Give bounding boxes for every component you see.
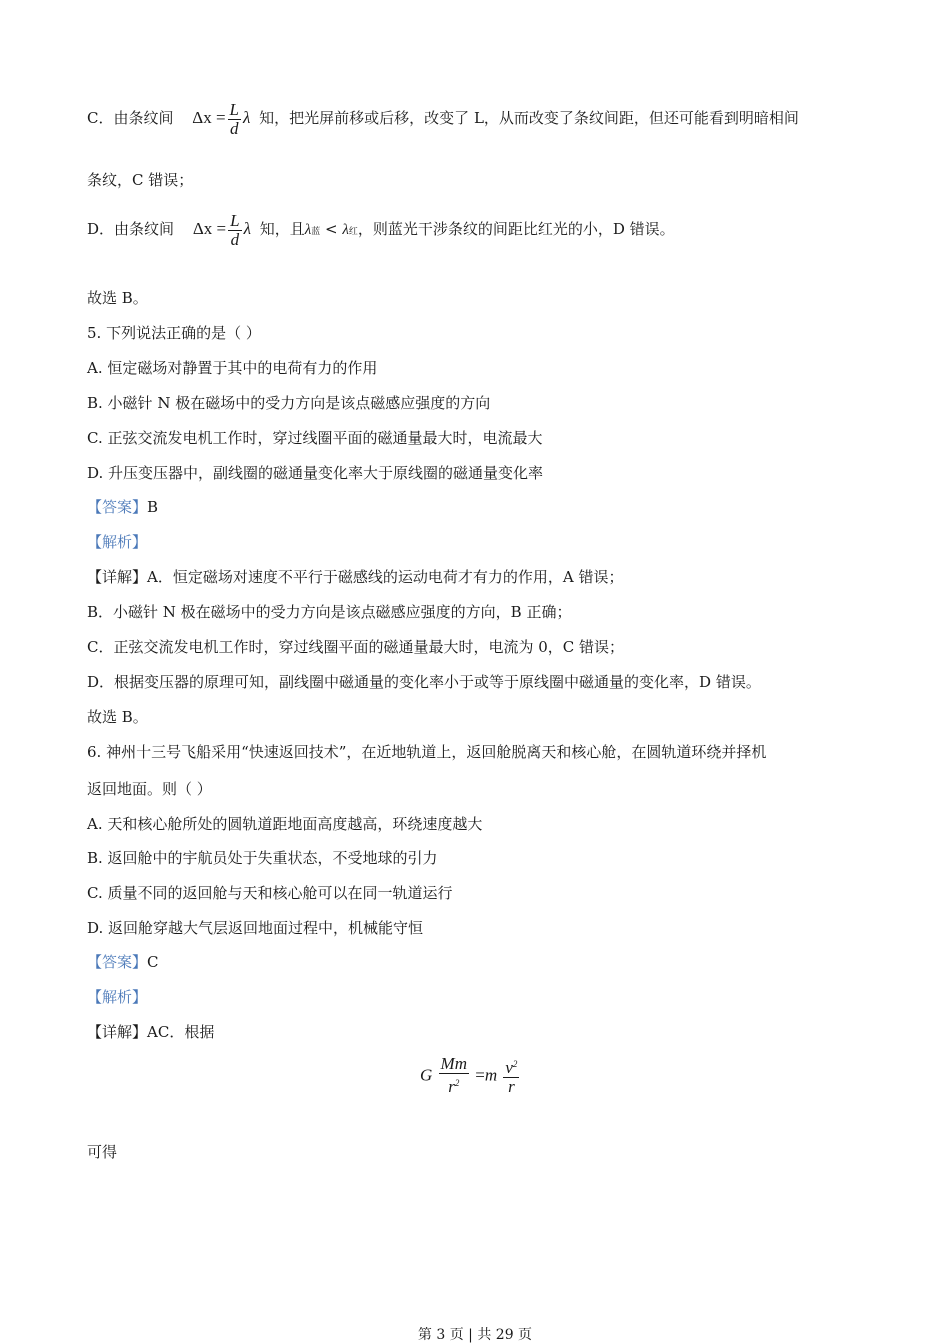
q5-detail-a [87, 567, 623, 587]
c-lambda: λ [243, 108, 251, 128]
eq-frac-2-num [503, 1055, 519, 1078]
eq-frac-2-num-v: v [505, 1058, 513, 1077]
d-lambda-blue: λ [304, 222, 312, 238]
q5-detail-a-text: A．恒定磁场对速度不平行于磁感线的运动电荷才有力的作用，A 错误； [147, 568, 624, 586]
q5-option-c: C. 正弦交流发电机工作时，穿过线圈平面的磁通量最大时，电流最大 [87, 429, 543, 447]
q6-answer [87, 952, 159, 972]
eq-frac-1-den-sup: 2 [454, 1078, 460, 1088]
gravity-equation [420, 1055, 521, 1096]
eq-frac-2-den: r [508, 1077, 515, 1096]
q5-choice: 故选 B。 [87, 708, 148, 726]
c-formula-lhs: Δx = [192, 108, 226, 128]
q6-option-a: A. 天和核心舱所处的圆轨道距地面高度越高，环绕速度越大 [87, 815, 483, 833]
d-formula-lhs: Δx = [192, 219, 227, 239]
page-footer: 第 3 页 | 共 29 页 [417, 1327, 533, 1343]
q6-option-c: C. 质量不同的返回舱与天和核心舱可以在同一轨道运行 [87, 884, 453, 902]
q6-option-d: D. 返回舱穿越大气层返回地面过程中，机械能守恒 [87, 919, 424, 937]
q5-detail-tag: 【详解】 [87, 568, 148, 586]
c-frac-num: L [229, 99, 240, 119]
c-suffix: 知，把光屏前移或后移，改变了 L，从而改变了条纹间距，但还可能看到明暗相间 [259, 109, 799, 127]
q5-option-b: B. 小磁针 N 极在磁场中的受力方向是该点磁感应强度的方向 [87, 394, 491, 412]
q5-answer [87, 497, 158, 517]
d-formula [193, 211, 251, 249]
d-sub-red: 红 [348, 227, 358, 237]
eq-equals: = [475, 1065, 485, 1085]
c-frac-den: d [230, 118, 239, 138]
d-lambda: λ [243, 219, 251, 239]
q6-detail-tag: 【详解】 [87, 1023, 148, 1041]
choice-line-1: 故选 B。 [87, 289, 148, 307]
q5-option-a: A. 恒定磁场对静置于其中的电荷有力的作用 [87, 359, 378, 377]
q5-option-d: D. 升压变压器中，副线圈的磁通量变化率大于原线圈的磁通量变化率 [87, 464, 544, 482]
eq-frac-1-num: Mm [440, 1054, 467, 1073]
q5-analysis-tag: 【解析】 [87, 533, 148, 551]
q6-answer-value: C [147, 953, 159, 971]
q6-stem-line1: 6. 神州十三号飞船采用“快速返回技术”，在近地轨道上，返回舱脱离天和核心舱，在圆轨道环绕并择机 [87, 743, 767, 761]
d-suffix: ，则蓝光干涉条纹的间距比红光的小，D 错误。 [357, 220, 675, 238]
q6-detail-text: AC．根据 [147, 1023, 215, 1041]
eq-g: G [420, 1065, 433, 1085]
q5-detail-b: B．小磁针 N 极在磁场中的受力方向是该点磁感应强度的方向，B 正确； [87, 603, 572, 621]
eq-frac-2-num-sup: 2 [512, 1059, 518, 1069]
eq-frac-1 [439, 1055, 469, 1096]
q6-option-b: B. 返回舱中的宇航员处于失重状态，不受地球的引力 [87, 849, 438, 867]
q6-kede: 可得 [87, 1143, 118, 1161]
q6-analysis-tag: 【解析】 [87, 988, 148, 1006]
eq-m: m [484, 1065, 498, 1085]
option-c-explanation-cont: 条纹，C 错误； [87, 171, 194, 189]
d-frac-num: L [230, 210, 240, 230]
q6-stem-line2: 返回地面。则（ ） [87, 780, 212, 798]
eq-frac-1-den-r: r [448, 1077, 455, 1096]
q5-stem: 5. 下列说法正确的是（ ） [87, 324, 261, 342]
c-formula [192, 100, 250, 138]
d-prefix: D．由条纹间 [87, 220, 175, 238]
d-lambda-red: λ [342, 222, 349, 238]
q6-detail [87, 1022, 214, 1042]
q6-answer-tag: 【答案】 [87, 953, 148, 971]
eq-frac-2 [503, 1055, 519, 1096]
c-prefix: C．由条纹间 [87, 109, 174, 127]
d-lt: < [320, 220, 343, 238]
option-c-explanation [87, 100, 799, 138]
d-frac-den: d [230, 229, 240, 249]
eq-frac-1-den [439, 1074, 469, 1096]
d-mid: 知，且 [259, 220, 305, 238]
q5-detail-c: C．正弦交流发电机工作时，穿过线圈平面的磁通量最大时，电流为 0，C 错误； [87, 638, 625, 656]
q5-answer-value: B [147, 498, 159, 516]
q5-answer-tag: 【答案】 [87, 498, 148, 516]
option-d-explanation [87, 211, 675, 250]
d-sub-blue: 蓝 [311, 227, 321, 237]
q5-detail-d: D．根据变压器的原理可知，副线圈中磁通量的变化率小于或等于原线圈中磁通量的变化率，D 错误。 [87, 673, 761, 691]
